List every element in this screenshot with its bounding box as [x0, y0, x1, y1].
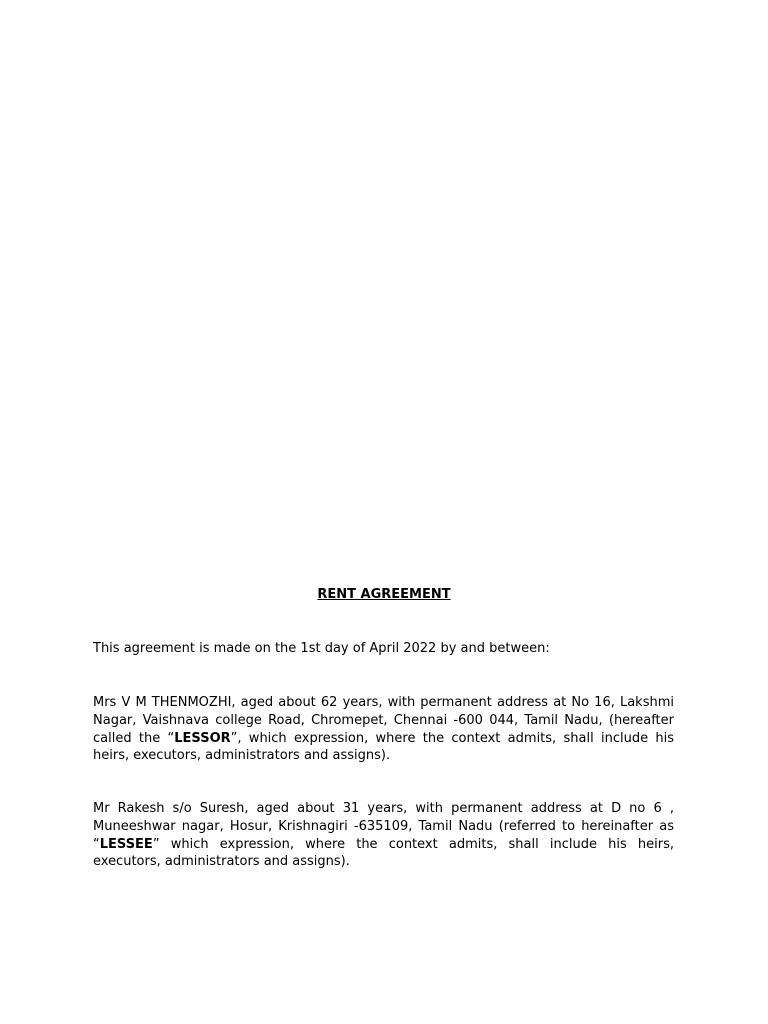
- lessee-role-label: LESSEE: [99, 836, 153, 852]
- lessor-role-label: LESSOR: [174, 730, 231, 746]
- lessee-text-before: Mr Rakesh s/o Suresh, aged about 31 years, with permanent address at D no 6 , Muneeshwar nagar, Hosur, Krishnagiri -635109, Tamil Nadu (referred to hereinafter as “: [93, 801, 674, 852]
- intro-paragraph: This agreement is made on the 1st day of April 2022 by and between:: [93, 641, 550, 656]
- lessee-text-after: ” which expression, where the context admits, shall include his heirs, executors, administrators and assigns).: [93, 836, 674, 870]
- lessor-text-before: Mrs V M THENMOZHI, aged about 62 years, with permanent address at No 16, Lakshmi Nagar, Vaishnava college Road, Chromepet, Chennai -600 044, Tamil Nadu, (hereafter called the “: [93, 695, 674, 746]
- document-title: RENT AGREEMENT: [317, 587, 451, 602]
- lessor-text-after: ”, which expression, where the context admits, shall include his heirs, executors, administrators and assigns).: [93, 730, 675, 764]
- lessor-paragraph: [93, 694, 674, 765]
- lessee-paragraph: [93, 800, 674, 871]
